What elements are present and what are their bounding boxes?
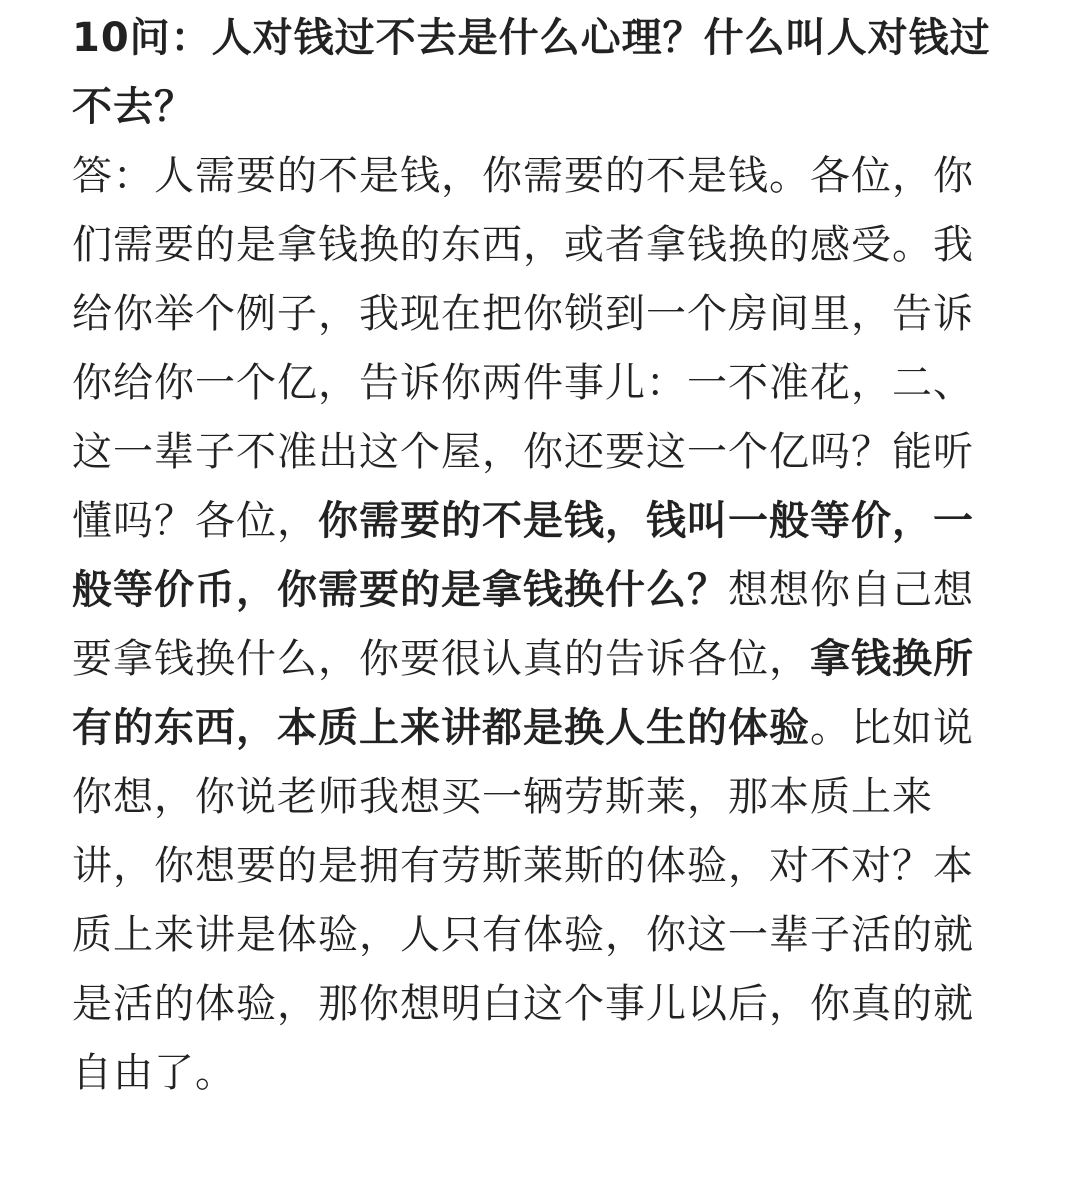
answer-bold-2: 拿钱换所有的东西，本质上来讲都是换人生的体验 [72, 636, 974, 751]
answer-bold-1: 你需要的不是钱，钱叫一般等价，一般等价币，你需要的是拿钱换什么？ [72, 498, 974, 613]
question-heading: 10问：人对钱过不去是什么心理？什么叫人对钱过不去？ [72, 15, 991, 130]
answer-text-2: 想想你自己想要拿钱换什么，你要很认真的告诉各位， [72, 567, 974, 682]
article [72, 4, 1002, 1108]
answer-text-1: 答：人需要的不是钱，你需要的不是钱。各位，你们需要的是拿钱换的东西，或者拿钱换的感受。我给你举个例子，我现在把你锁到一个房间里，告诉你给你一个亿，告诉你两件事儿：一不准花，二、这一辈子不准出这个屋，你还要这一个亿吗？能听懂吗？各位， [72, 153, 974, 544]
answer-text-3: 。比如说你想，你说老师我想买一辆劳斯莱，那本质上来讲，你想要的是拥有劳斯莱斯的体验，对不对？本质上来讲是体验，人只有体验，你这一辈子活的就是活的体验，那你想明白这个事儿以后，你真的就自由了。 [72, 705, 974, 1096]
answer-paragraph [72, 142, 1002, 1108]
